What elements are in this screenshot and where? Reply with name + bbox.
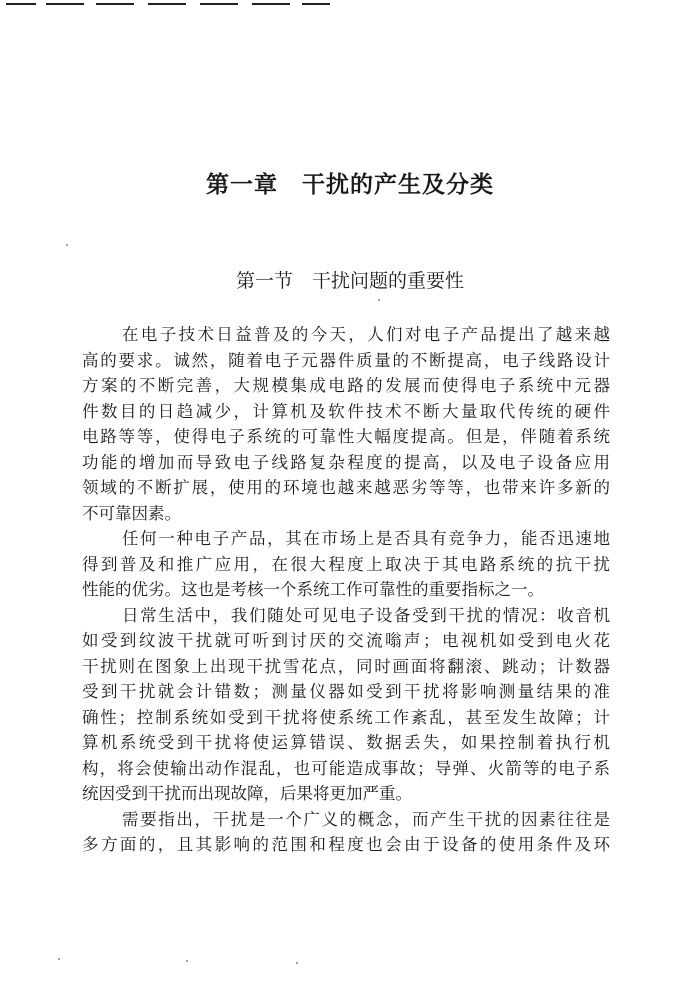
- text-line: 在电子技术日益普及的今天，人们对电子产品提出了越来越: [122, 325, 610, 344]
- section-title: 第一节 干扰问题的重要性: [235, 270, 464, 292]
- text-line: 统因受到干扰而出现故障，后果将更加严重。: [82, 784, 412, 803]
- scan-speck: [58, 958, 60, 960]
- scan-speck: [296, 962, 298, 964]
- text-line: 领域的不断扩展，使用的环境也越来越恶劣等等，也带来许多新的: [82, 478, 610, 497]
- text-line: 性能的优劣。这也是考核一个系统工作可靠性的重要指标之一。: [82, 580, 544, 599]
- body-text: [82, 322, 610, 858]
- text-line: 功能的增加而导致电子线路复杂程度的提高，以及电子设备应用: [82, 452, 610, 472]
- text-line: 构，将会使输出动作混乱，也可能造成事故；导弹、火箭等的电子系: [82, 758, 610, 778]
- text-line: 件数目的日趋减少，计算机及软件技术不断大量取代传统的硬件: [82, 401, 610, 421]
- scan-speck: [378, 299, 380, 301]
- text-line: 算机系统受到干扰将使运算错误、数据丢失，如果控制着执行机: [82, 733, 610, 752]
- scan-speck: [186, 960, 188, 962]
- scan-speck: [66, 244, 68, 246]
- text-line: 如受到纹波干扰就可听到讨厌的交流嗡声；电视机如受到电火花: [82, 631, 610, 650]
- top-decorative-rule: [0, 0, 340, 8]
- text-line: 方案的不断完善，大规模集成电路的发展而使得电子系统中元器: [82, 376, 610, 395]
- text-line: 日常生活中，我们随处可见电子设备受到干扰的情况：收音机: [122, 605, 610, 625]
- text-line: 确性；控制系统如受到干扰将使系统工作紊乱，甚至发生故障；计: [82, 707, 610, 727]
- text-line: 需要指出，干扰是一个广义的概念，而产生干扰的因素往往是: [122, 809, 610, 829]
- text-line: 受到干扰就会计错数；测量仪器如受到干扰将影响测量结果的准: [82, 682, 610, 701]
- text-line: 不可靠因素。: [82, 503, 181, 523]
- text-line: 高的要求。诚然，随着电子元器件质量的不断提高，电子线路设计: [82, 350, 610, 370]
- text-line: 电路等等，使得电子系统的可靠性大幅度提高。但是，伴随着系统: [82, 427, 610, 446]
- text-line: 多方面的，且其影响的范围和程度也会由于设备的使用条件及环: [82, 835, 610, 854]
- text-line: 干扰则在图象上出现干扰雪花点，同时画面将翻滚、跳动；计数器: [82, 656, 610, 676]
- text-line: 任何一种电子产品，其在市场上是否具有竞争力，能否迅速地: [122, 529, 610, 548]
- chapter-title: 第一章 干扰的产生及分类: [206, 172, 494, 198]
- text-line: 得到普及和推广应用，在很大程度上取决于其电路系统的抗干扰: [82, 554, 610, 574]
